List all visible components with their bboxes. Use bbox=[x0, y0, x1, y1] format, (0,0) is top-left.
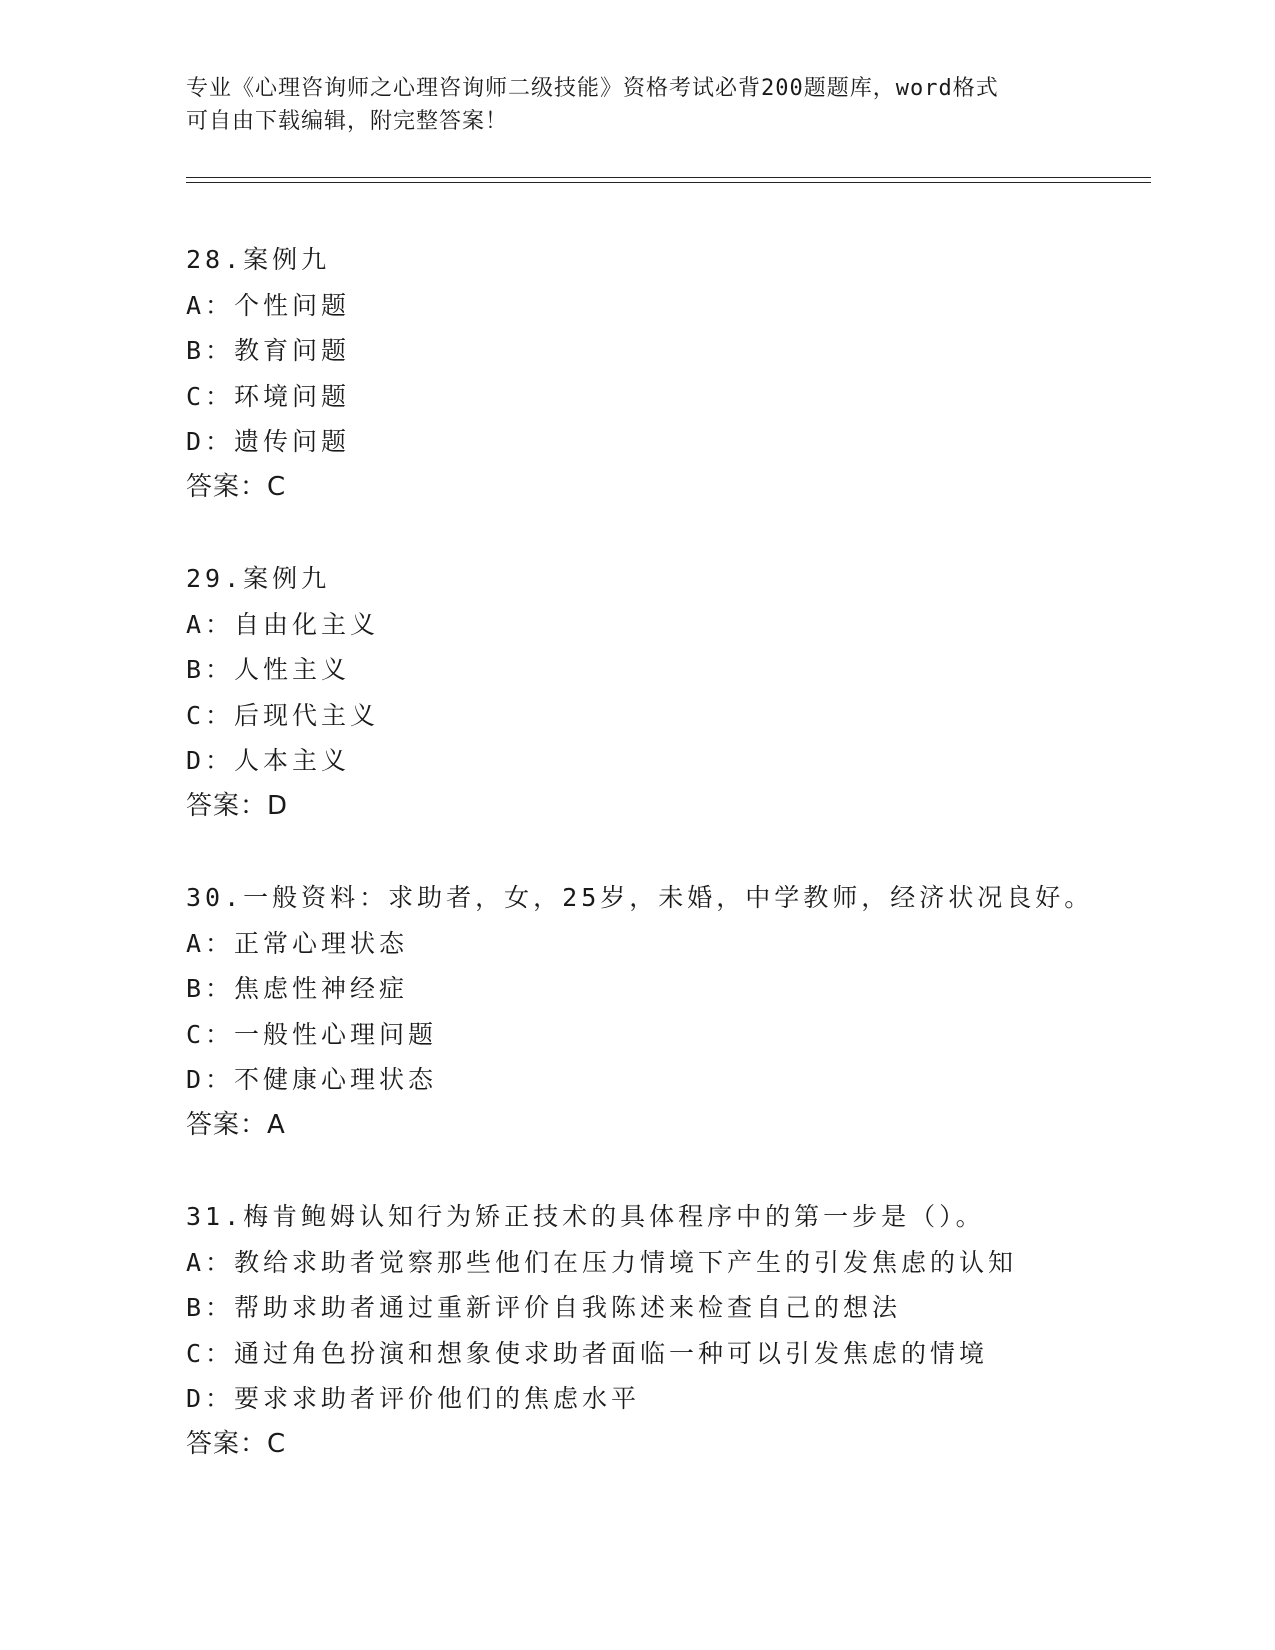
option-c: C：环境问题 bbox=[186, 381, 351, 411]
option-a: A：个性问题 bbox=[186, 290, 351, 320]
question-28 bbox=[186, 237, 1151, 510]
option-a: A：自由化主义 bbox=[186, 609, 380, 639]
question-stem: 29.案例九 bbox=[186, 564, 331, 593]
header-line-2: 可自由下载编辑，附完整答案！ bbox=[186, 109, 509, 134]
header-line-1: 专业《心理咨询师之心理咨询师二级技能》资格考试必背200题题库，word格式 bbox=[186, 76, 999, 101]
question-31 bbox=[186, 1194, 1151, 1467]
option-d: D：人本主义 bbox=[186, 746, 351, 775]
option-c: C：通过角色扮演和想象使求助者面临一种可以引发焦虑的情境 bbox=[186, 1338, 989, 1368]
option-d: D：要求求助者评价他们的焦虑水平 bbox=[186, 1384, 641, 1413]
document-header bbox=[186, 72, 1066, 138]
header-divider-bottom bbox=[186, 182, 1151, 183]
option-b: B：人性主义 bbox=[186, 655, 351, 684]
answer-line: 答案：A bbox=[186, 1109, 286, 1140]
option-b: B：焦虑性神经症 bbox=[186, 974, 409, 1003]
option-d: D：遗传问题 bbox=[186, 427, 351, 456]
question-stem: 30.一般资料：求助者，女，25岁，未婚，中学教师，经济状况良好。 bbox=[186, 883, 1094, 912]
question-29 bbox=[186, 556, 1151, 829]
option-b: B：教育问题 bbox=[186, 336, 351, 365]
option-c: C：后现代主义 bbox=[186, 700, 380, 730]
answer-line: 答案：D bbox=[186, 790, 289, 821]
option-a: A：教给求助者觉察那些他们在压力情境下产生的引发焦虑的认知 bbox=[186, 1247, 1018, 1277]
option-a: A：正常心理状态 bbox=[186, 928, 409, 958]
question-stem: 28.案例九 bbox=[186, 245, 331, 274]
header-divider-top bbox=[186, 177, 1151, 178]
answer-line: 答案：C bbox=[186, 471, 287, 502]
answer-line: 答案：C bbox=[186, 1428, 287, 1459]
question-30 bbox=[186, 875, 1151, 1148]
option-b: B：帮助求助者通过重新评价自我陈述来检查自己的想法 bbox=[186, 1293, 902, 1322]
question-stem: 31.梅肯鲍姆认知行为矫正技术的具体程序中的第一步是（）。 bbox=[186, 1202, 985, 1231]
option-d: D：不健康心理状态 bbox=[186, 1065, 438, 1094]
option-c: C：一般性心理问题 bbox=[186, 1019, 438, 1049]
